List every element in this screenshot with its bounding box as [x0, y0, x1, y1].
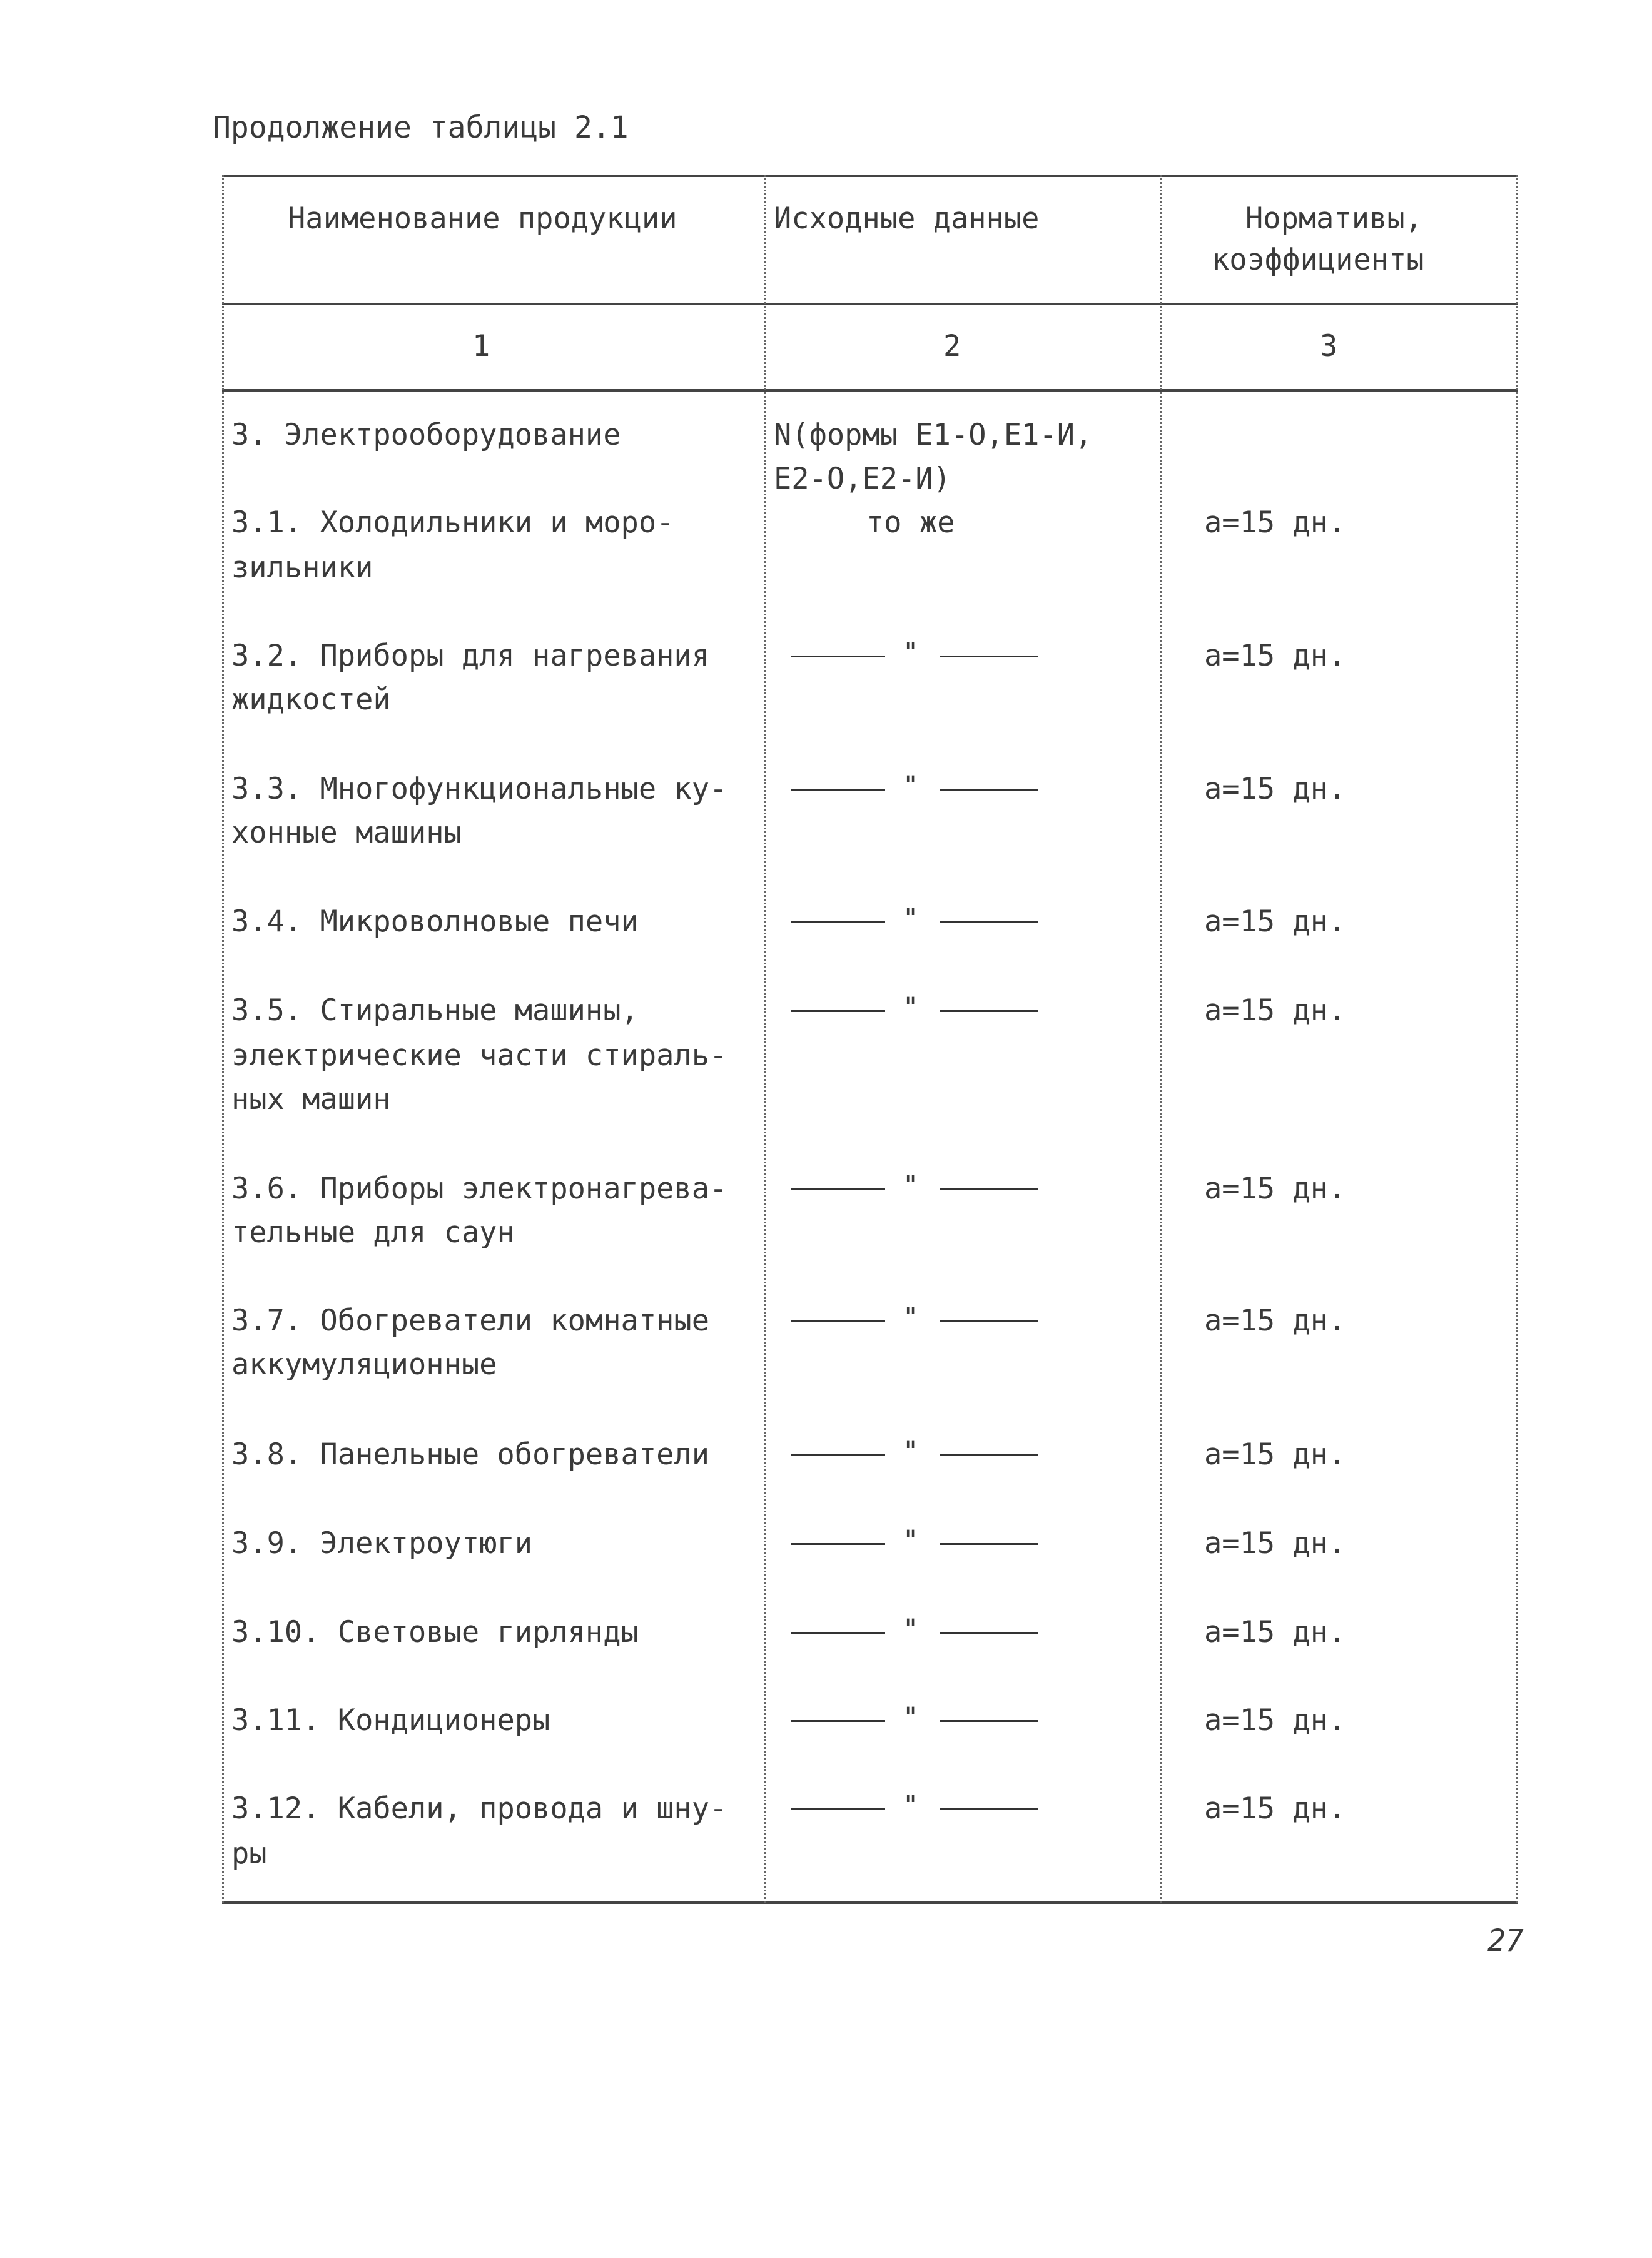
norm-value: a=15 дн. [1204, 505, 1346, 540]
product-name-line: 3.5. Стиральные машины, [231, 993, 639, 1028]
product-name-line: ных машин [231, 1082, 391, 1116]
norm-value: a=15 дн. [1204, 639, 1346, 673]
product-name-line: жидкостей [231, 682, 391, 717]
product-name-line: 3.8. Панельные обогреватели [231, 1437, 710, 1472]
product-name-line: 3.12. Кабели, провода и шну- [231, 1791, 727, 1826]
table-bottom-rule [222, 1901, 1518, 1904]
column-number-2: 2 [943, 329, 961, 363]
product-name-line: 3.6. Приборы электронагрева- [231, 1172, 727, 1206]
product-name-line: 3. Электрооборудование [231, 418, 621, 452]
norm-value: a=15 дн. [1204, 904, 1346, 939]
product-name-line: аккумуляционные [231, 1347, 497, 1382]
ditto-mark: " [791, 905, 1038, 930]
ditto-mark: " [791, 772, 1038, 797]
product-name-line: зильники [231, 550, 373, 585]
ditto-mark: " [791, 639, 1038, 664]
norm-value: a=15 дн. [1204, 1703, 1346, 1738]
header-norms-line1: Нормативы, [1245, 201, 1422, 236]
product-name-line: 3.1. Холодильники и моро- [231, 505, 674, 540]
norm-value: a=15 дн. [1204, 1526, 1346, 1561]
column-divider-2 [1160, 175, 1162, 1903]
source-data-line: N(формы Е1-О,Е1-И, [774, 418, 1093, 452]
table-right-border [1516, 175, 1518, 1903]
norm-value: a=15 дн. [1204, 993, 1346, 1028]
product-name-line: 3.9. Электроутюги [231, 1526, 533, 1561]
table-left-border [222, 175, 224, 1903]
product-name-line: ры [231, 1836, 267, 1871]
product-name-line: 3.11. Кондиционеры [231, 1703, 550, 1738]
ditto-mark: " [791, 1616, 1038, 1641]
column-divider-1 [764, 175, 766, 1903]
header-bottom-rule [222, 303, 1518, 305]
column-number-1: 1 [472, 329, 490, 363]
column-number-3: 3 [1320, 329, 1338, 363]
norm-value: a=15 дн. [1204, 772, 1346, 806]
ditto-mark: " [791, 1304, 1038, 1329]
norm-value: a=15 дн. [1204, 1172, 1346, 1206]
source-data-line: то же [866, 505, 955, 540]
product-name-line: 3.7. Обогреватели комнатные [231, 1304, 710, 1338]
ditto-mark: " [791, 1172, 1038, 1197]
product-name-line: хонные машины [231, 816, 462, 850]
norm-value: a=15 дн. [1204, 1791, 1346, 1826]
product-name-line: тельные для саун [231, 1215, 515, 1250]
source-data-line: Е2-О,Е2-И) [774, 462, 951, 496]
product-name-line: 3.3. Многофункциональные ку- [231, 772, 727, 806]
ditto-mark: " [791, 1792, 1038, 1817]
table-top-rule [222, 175, 1518, 177]
header-source-data: Исходные данные [774, 201, 1040, 236]
page-number: 27 [1487, 1923, 1524, 1958]
header-norms-line2: коэффициенты [1212, 243, 1424, 277]
norm-value: a=15 дн. [1204, 1615, 1346, 1649]
product-name-line: 3.10. Световые гирлянды [231, 1615, 639, 1649]
norm-value: a=15 дн. [1204, 1437, 1346, 1472]
ditto-mark: " [791, 1527, 1038, 1552]
header-product-name: Наименование продукции [288, 201, 677, 236]
norm-value: a=15 дн. [1204, 1304, 1346, 1338]
product-name-line: 3.2. Приборы для нагревания [231, 639, 710, 673]
ditto-mark: " [791, 1438, 1038, 1463]
table-caption: Продолжение таблицы 2.1 [213, 110, 629, 145]
ditto-mark: " [791, 1704, 1038, 1729]
product-name-line: электрические части стираль- [231, 1038, 727, 1073]
numbers-bottom-rule [222, 389, 1518, 392]
product-name-line: 3.4. Микроволновые печи [231, 904, 639, 939]
ditto-mark: " [791, 994, 1038, 1019]
